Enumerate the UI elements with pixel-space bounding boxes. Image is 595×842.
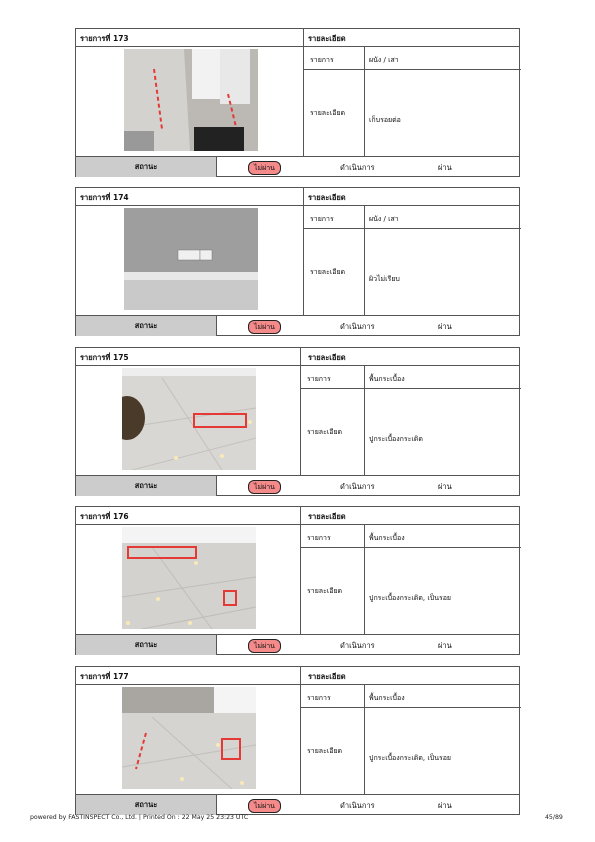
- item-value: พื้นกระเบื้อง: [369, 694, 405, 702]
- inspection-photo[interactable]: [122, 368, 256, 470]
- item-value: พื้นกระเบื้อง: [369, 375, 405, 383]
- status-in-progress-option[interactable]: ดำเนินการ: [340, 641, 375, 650]
- inspection-photo[interactable]: [124, 208, 258, 310]
- card-header: [76, 507, 519, 525]
- status-label: สถานะ: [76, 635, 217, 655]
- detail-value: เก็บรอยต่อ: [369, 116, 401, 124]
- item-label: รายการ: [307, 534, 331, 542]
- photo-tile-floor: [122, 527, 256, 629]
- status-label: สถานะ: [76, 476, 217, 496]
- inspection-card-176: [75, 506, 520, 655]
- detail-value: ปูกระเบื้องกระเดิด, เป็นรอย: [369, 594, 452, 602]
- status-fail-option[interactable]: ไม่ผ่าน: [248, 639, 281, 653]
- status-in-progress-option[interactable]: ดำเนินการ: [340, 482, 375, 491]
- item-value: ผนัง / เสา: [369, 56, 399, 64]
- item-title: รายการที่ 176: [80, 512, 129, 521]
- status-row: [76, 315, 519, 336]
- inspection-card-174: [75, 187, 520, 336]
- card-header: [76, 29, 519, 47]
- footer-credit: powered by FASTINSPECT Co., Ltd. | Printed On : 22 May 25 23:23 UTC: [30, 814, 249, 821]
- status-in-progress-option[interactable]: ดำเนินการ: [340, 801, 375, 810]
- item-label: รายการ: [307, 375, 331, 383]
- item-label: รายการ: [307, 694, 331, 702]
- photo-wall-ceiling: [124, 49, 258, 151]
- status-row: [76, 475, 519, 496]
- status-pass-option[interactable]: ผ่าน: [438, 641, 452, 650]
- status-fail-option[interactable]: ไม่ผ่าน: [248, 320, 281, 334]
- status-label: สถานะ: [76, 795, 217, 815]
- status-label: สถานะ: [76, 157, 217, 177]
- page-number: 45/89: [545, 814, 563, 821]
- item-title: รายการที่ 177: [80, 672, 129, 681]
- item-value: ผนัง / เสา: [369, 215, 399, 223]
- item-label: รายการ: [310, 215, 334, 223]
- detail-value: ปูกระเบื้องกระเดิด: [369, 435, 423, 443]
- inspection-card-175: [75, 347, 520, 496]
- status-row: [76, 156, 519, 177]
- inspection-card-177: [75, 666, 520, 815]
- item-title: รายการที่ 174: [80, 193, 129, 202]
- status-row: [76, 634, 519, 655]
- card-header: [76, 667, 519, 685]
- item-value: พื้นกระเบื้อง: [369, 534, 405, 542]
- detail-label: รายละเอียด: [310, 268, 346, 276]
- photo-tile-floor: [122, 368, 256, 470]
- status-in-progress-option[interactable]: ดำเนินการ: [340, 163, 375, 172]
- detail-header: รายละเอียด: [308, 34, 346, 43]
- detail-value: ปูกระเบื้องกระเดิด, เป็นรอย: [369, 754, 452, 762]
- detail-header: รายละเอียด: [308, 193, 346, 202]
- detail-header: รายละเอียด: [308, 512, 346, 521]
- detail-label: รายละเอียด: [307, 587, 343, 595]
- inspection-card-173: [75, 28, 520, 177]
- detail-label: รายละเอียด: [310, 109, 346, 117]
- photo-tile-floor: [122, 687, 256, 789]
- status-fail-option[interactable]: ไม่ผ่าน: [248, 161, 281, 175]
- status-pass-option[interactable]: ผ่าน: [438, 801, 452, 810]
- status-row: [76, 794, 519, 815]
- detail-value: ผิวไม่เรียบ: [369, 275, 400, 283]
- status-pass-option[interactable]: ผ่าน: [438, 322, 452, 331]
- detail-header: รายละเอียด: [308, 672, 346, 681]
- detail-label: รายละเอียด: [307, 428, 343, 436]
- item-title: รายการที่ 175: [80, 353, 129, 362]
- inspection-photo[interactable]: [124, 49, 258, 151]
- status-pass-option[interactable]: ผ่าน: [438, 482, 452, 491]
- status-fail-option[interactable]: ไม่ผ่าน: [248, 480, 281, 494]
- detail-label: รายละเอียด: [307, 747, 343, 755]
- card-header: [76, 188, 519, 206]
- status-label: สถานะ: [76, 316, 217, 336]
- item-label: รายการ: [310, 56, 334, 64]
- card-header: [76, 348, 519, 366]
- inspection-photo[interactable]: [122, 527, 256, 629]
- status-in-progress-option[interactable]: ดำเนินการ: [340, 322, 375, 331]
- inspection-photo[interactable]: [122, 687, 256, 789]
- detail-header: รายละเอียด: [308, 353, 346, 362]
- item-title: รายการที่ 173: [80, 34, 129, 43]
- photo-wall-surface: [124, 208, 258, 310]
- status-pass-option[interactable]: ผ่าน: [438, 163, 452, 172]
- status-fail-option[interactable]: ไม่ผ่าน: [248, 799, 281, 813]
